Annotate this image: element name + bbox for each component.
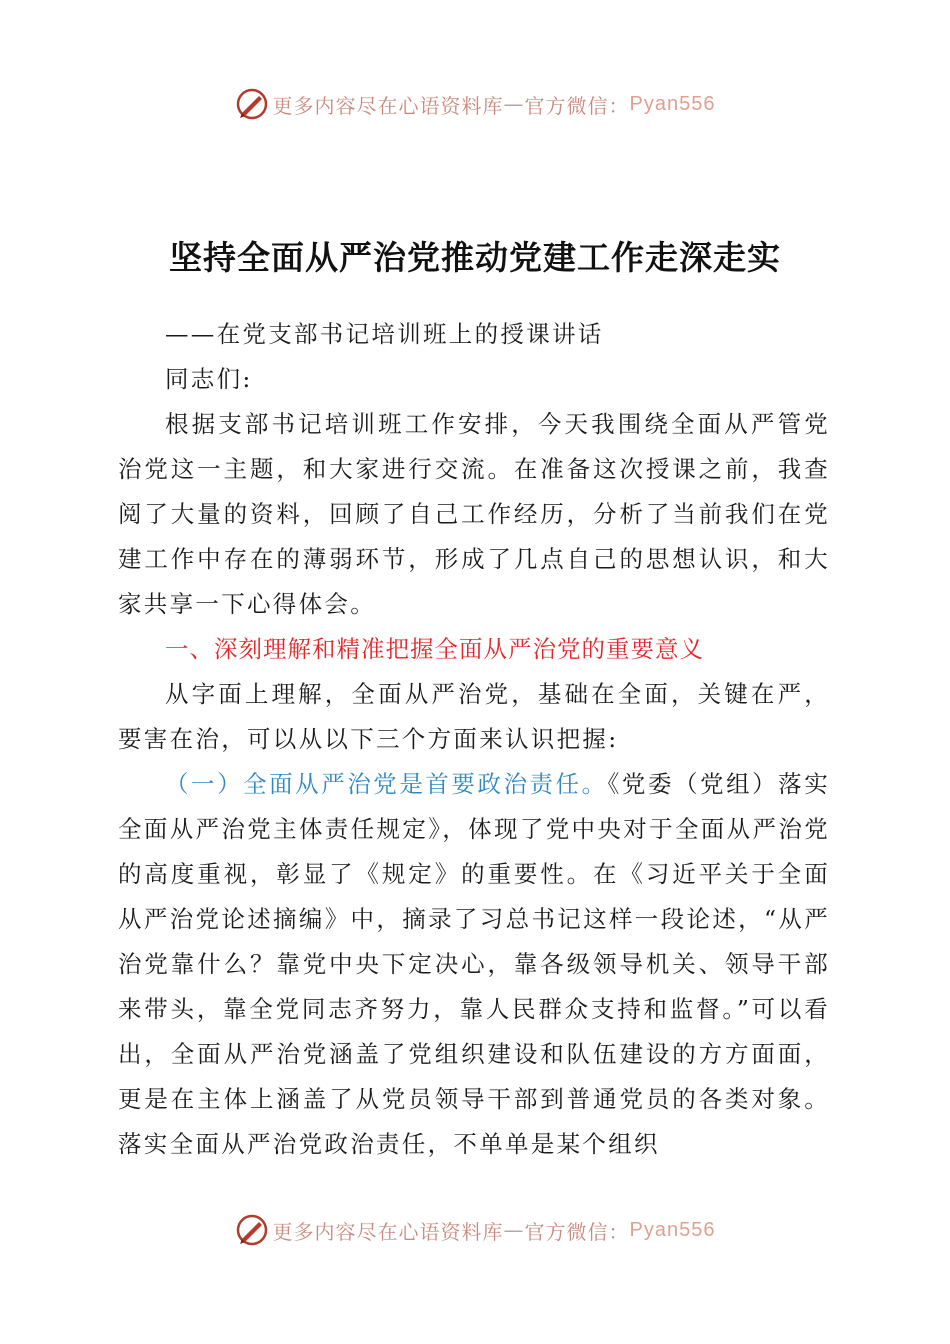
watermark-header (0, 84, 950, 124)
point-1-heading: （一）全面从严治党是首要政治责任。 (165, 770, 608, 798)
point-1-body: 《党委（党组）落实全面从严治党主体责任规定》，体现了党中央对于全面从严治党的高度重视，彰显了《规定》的重要性。在《习近平关于全面从严治党论述摘编》中，摘录了习总书记这样一段论述，“从严治党靠什么？靠党中央下定决心，靠各级领导机关、领导干部来带头，靠全党同志齐努力，靠人民群众支持和监督。”可以看出，全面从严治党涵盖了党组织建设和队伍建设的方方面面，更是在主体上涵盖了从党员领导干部到普通党员的各类对象。落实全面从严治党政治责任，不单单是某个组织 (118, 770, 830, 1158)
watermark-wechat-label: 官方微信： (524, 93, 630, 118)
watermark-footer (0, 1210, 950, 1250)
watermark-separator: — (503, 92, 525, 116)
paragraph-intro: 根据支部书记培训班工作安排，今天我围绕全面从严管党治党这一主题，和大家进行交流。在准备这次授课之前，我查阅了大量的资料，回顾了自己工作经历，分析了当前我们在党建工作中存在的薄弱环节，形成了几点自己的思想认识，和大家共享一下心得体会。 (118, 410, 830, 618)
watermark-main-text: 更多内容尽在心语资料库 (272, 93, 504, 118)
pen-circle-logo-icon (235, 1213, 269, 1247)
watermark-wechat-id: Pyan556 (629, 1218, 716, 1241)
pen-circle-logo-icon (235, 87, 269, 121)
section-1-point-1 (118, 762, 830, 1167)
watermark-wechat-id: Pyan556 (629, 92, 716, 115)
greeting: 同志们: (165, 365, 253, 393)
watermark-main-text: 更多内容尽在心语资料库 (272, 1219, 504, 1244)
section-heading-1: 一、深刻理解和精准把握全面从严治党的重要意义 (165, 635, 704, 663)
watermark-separator: — (503, 1218, 525, 1242)
document-title: 坚持全面从严治党推动党建工作走深走实 (169, 238, 781, 277)
watermark-wechat-label: 官方微信： (524, 1219, 630, 1244)
section-1-intro: 从字面上理解，全面从严治党，基础在全面，关键在严，要害在治，可以从以下三个方面来认识把握: (118, 680, 830, 753)
document-body (118, 312, 830, 1167)
subtitle: ——在党支部书记培训班上的授课讲话 (165, 320, 604, 348)
